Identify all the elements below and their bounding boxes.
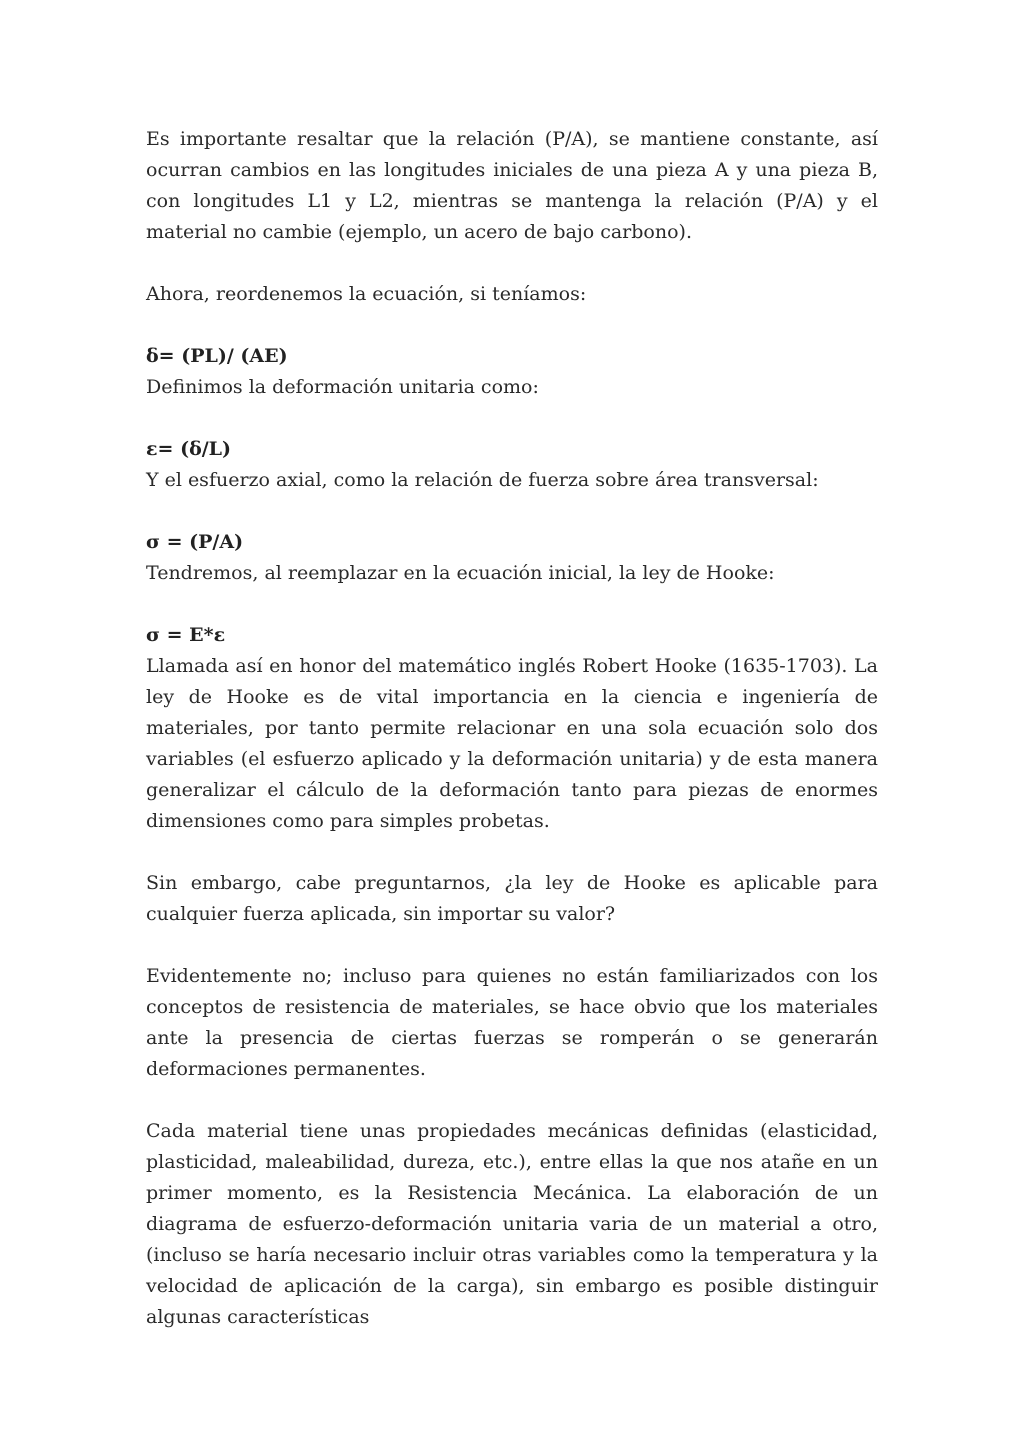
formula-block-hooke-law xyxy=(146,620,878,837)
formula-unit-strain: ε= (δ/L) xyxy=(146,438,232,460)
formula-axial-stress: σ = (P/A) xyxy=(146,531,244,553)
paragraph-reorder-equation: Ahora, reordenemos la ecuación, si teníamos: xyxy=(146,283,587,305)
formula-hooke-law: σ = E*ε xyxy=(146,624,226,646)
paragraph-pa-relation: Es importante resaltar que la relación (P/A), se mantiene constante, así ocurran cambios en las longitudes iniciales de una pieza A y una pieza B, con longitudes L1 y L2, mientras se mantenga la relación (P/A) y el material no cambie (ejemplo, un acero de bajo carbono). xyxy=(146,128,878,243)
paragraph-mechanical-properties: Cada material tiene unas propiedades mecánicas definidas (elasticidad, plasticidad, maleabilidad, dureza, etc.), entre ellas la que nos atañe en un primer momento, es la Resistencia Mecánica. La elaboración de un diagrama de esfuerzo-deformación unitaria varia de un material a otro, (incluso se haría necesario incluir otras variables como la temperatura y la velocidad de aplicación de la carga), sin embargo es posible distinguir algunas características xyxy=(146,1120,878,1328)
paragraph-evidently-not: Evidentemente no; incluso para quienes no están familiarizados con los conceptos de resistencia de materiales, se hace obvio que los materiales ante la presencia de ciertas fuerzas se romperán o se generarán deformaciones permanentes. xyxy=(146,965,878,1080)
formula-deformation: δ= (PL)/ (AE) xyxy=(146,345,288,367)
formula-block-unit-strain xyxy=(146,434,878,496)
document-body xyxy=(146,124,878,1364)
paragraph-question: Sin embargo, cabe preguntarnos, ¿la ley de Hooke es aplicable para cualquier fuerza aplicada, sin importar su valor? xyxy=(146,872,878,925)
formula-block-axial-stress xyxy=(146,527,878,589)
formula-unit-strain-caption: Y el esfuerzo axial, como la relación de fuerza sobre área transversal: xyxy=(146,469,819,491)
formula-block-deformation xyxy=(146,341,878,403)
formula-deformation-caption: Definimos la deformación unitaria como: xyxy=(146,376,539,398)
formula-axial-stress-caption: Tendremos, al reemplazar en la ecuación inicial, la ley de Hooke: xyxy=(146,562,775,584)
paragraph-hooke-explanation: Llamada así en honor del matemático inglés Robert Hooke (1635-1703). La ley de Hooke es de vital importancia en la ciencia e ingeniería de materiales, por tanto permite relacionar en una sola ecuación solo dos variables (el esfuerzo aplicado y la deformación unitaria) y de esta manera generalizar el cálculo de la deformación tanto para piezas de enormes dimensiones como para simples probetas. xyxy=(146,655,878,832)
